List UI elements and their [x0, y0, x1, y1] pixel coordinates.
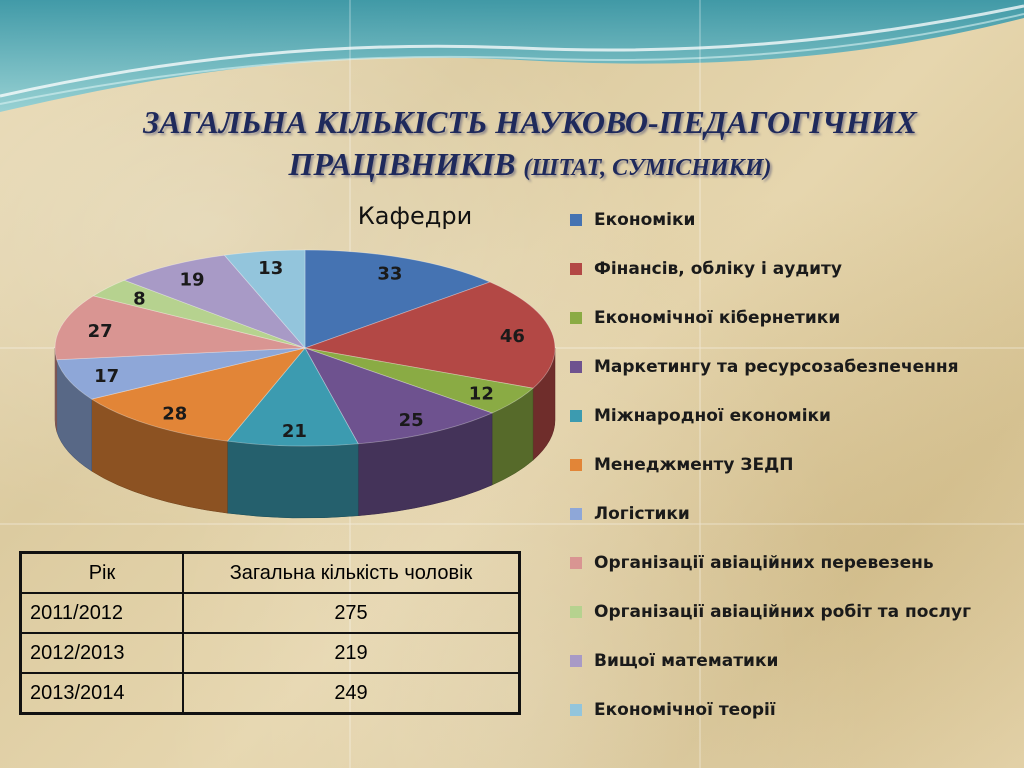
legend-item	[570, 402, 1010, 451]
pie-data-label: 27	[87, 320, 113, 342]
legend-label: Економічної теорії	[594, 700, 776, 720]
legend-item	[570, 598, 1010, 647]
legend-item	[570, 451, 1010, 500]
legend-label: Фінансів, обліку і аудиту	[594, 259, 842, 279]
legend-swatch	[570, 557, 582, 569]
legend-label: Економічної кібернетики	[594, 308, 841, 328]
legend-swatch	[570, 508, 582, 520]
table-row	[21, 593, 520, 633]
legend-item	[570, 255, 1010, 304]
legend-swatch	[570, 704, 582, 716]
legend-swatch	[570, 655, 582, 667]
column-header-year: Рік	[21, 553, 184, 594]
column-header-count: Загальна кількість чоловік	[183, 553, 520, 594]
legend-swatch	[570, 312, 582, 324]
legend-swatch	[570, 214, 582, 226]
legend-item	[570, 353, 1010, 402]
table-cell-year: 2013/2014	[21, 673, 184, 714]
legend-label: Економіки	[594, 210, 696, 230]
chart-legend	[570, 206, 1010, 745]
legend-item	[570, 500, 1010, 549]
legend-label: Міжнародної економіки	[594, 406, 831, 426]
pie-data-label: 25	[398, 410, 424, 432]
legend-swatch	[570, 410, 582, 422]
table-row	[21, 633, 520, 673]
legend-label: Менеджменту ЗЕДП	[594, 455, 794, 475]
pie-data-label: 17	[94, 366, 120, 388]
legend-item	[570, 304, 1010, 353]
legend-item	[570, 647, 1010, 696]
legend-item	[570, 206, 1010, 255]
page-title-main: ПРАЦІВНИКІВ	[288, 146, 516, 182]
pie-data-label: 19	[179, 269, 205, 291]
pie-slice-side	[227, 441, 358, 518]
legend-swatch	[570, 606, 582, 618]
pie-data-label: 13	[258, 257, 284, 279]
legend-swatch	[570, 459, 582, 471]
legend-label: Організації авіаційних робіт та послуг	[594, 602, 971, 622]
pie-slice-side	[55, 348, 57, 432]
table-cell-count: 275	[183, 593, 520, 633]
pie-data-label: 46	[499, 326, 525, 348]
pie-data-label: 33	[377, 263, 403, 285]
table-cell-count: 249	[183, 673, 520, 714]
legend-item	[570, 696, 1010, 745]
legend-label: Організації авіаційних перевезень	[594, 553, 934, 573]
legend-swatch	[570, 361, 582, 373]
table-row	[21, 673, 520, 714]
legend-label: Маркетингу та ресурсозабезпечення	[594, 357, 959, 377]
table-cell-count: 219	[183, 633, 520, 673]
pie-data-label: 21	[281, 421, 307, 443]
legend-label: Логістики	[594, 504, 690, 524]
table-header-row	[21, 553, 520, 594]
chart-title: Кафедри	[357, 202, 473, 230]
pie-data-label: 8	[133, 288, 146, 310]
pie-data-label: 28	[162, 403, 188, 425]
staff-count-table	[19, 551, 521, 715]
table-cell-year: 2012/2013	[21, 633, 184, 673]
legend-label: Вищої математики	[594, 651, 779, 671]
legend-item	[570, 549, 1010, 598]
page-title-subtitle: (ШТАТ, СУМІСНИКИ)	[523, 155, 772, 181]
pie-data-label: 12	[468, 383, 494, 405]
page-title: ЗАГАЛЬНА КІЛЬКІСТЬ НАУКОВО-ПЕДАГОГІЧНИХ	[143, 104, 917, 140]
table-cell-year: 2011/2012	[21, 593, 184, 633]
legend-swatch	[570, 263, 582, 275]
